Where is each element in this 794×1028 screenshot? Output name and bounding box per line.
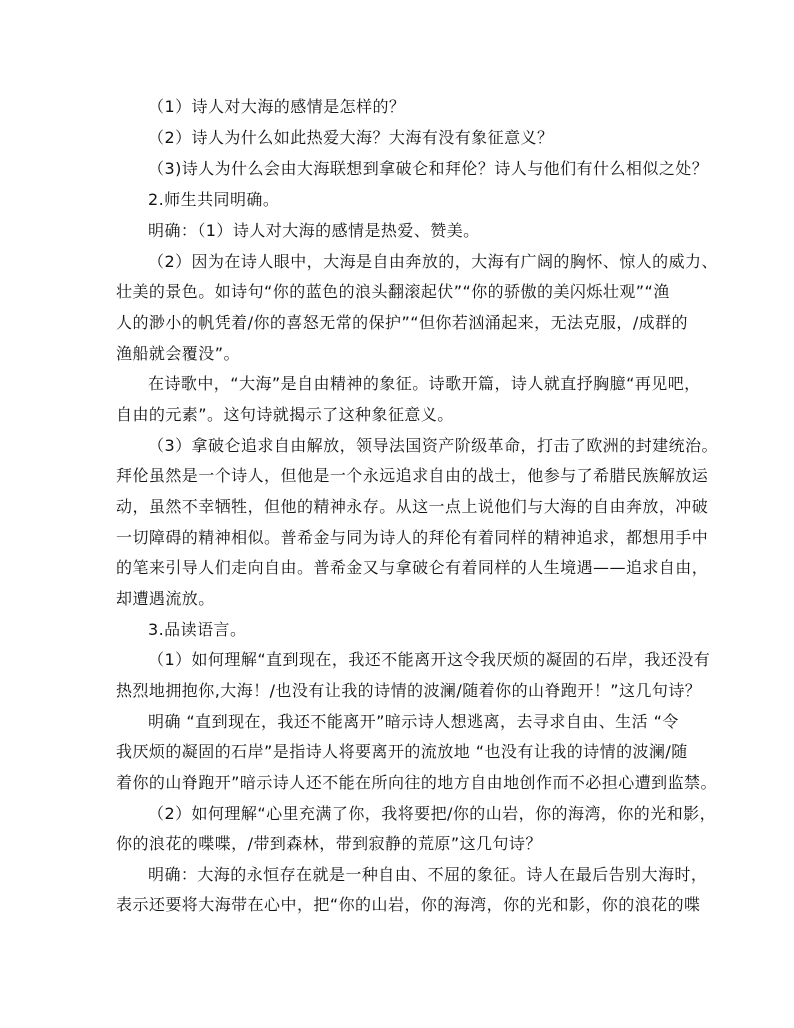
answer-3-line-2: 拜伦虽然是一个诗人，但他是一个永远追求自由的战士，他参与了希腊民族解放运 xyxy=(116,466,709,485)
step-2-heading: 2.师生共同明确。 xyxy=(148,190,280,209)
language-answer-1-line-2: 我厌烦的凝固的石岸”是指诗人将要离开的流放地 “也没有让我的诗情的波澜/随 xyxy=(116,742,688,761)
step-3-heading: 3.品读语言。 xyxy=(148,620,247,639)
symbol-paragraph-line-1: 在诗歌中，“大海”是自由精神的象征。诗歌开篇，诗人就直抒胸臆“再见吧， xyxy=(148,374,701,393)
question-2: （2）诗人为什么如此热爱大海？大海有没有象征意义？ xyxy=(148,128,554,147)
answer-3-line-1: （3）拿破仑追求自由解放，领导法国资产阶级革命，打击了欧洲的封建统治。 xyxy=(148,436,718,455)
language-answer-2-line-2: 表示还要将大海带在心中，把“你的山岩，你的海湾，你的光和影，你的浪花的喋 xyxy=(116,895,701,914)
language-question-1-line-2: 热烈地拥抱你,大海！/也没有让我的诗情的波澜/随着你的山脊跑开！”这几句诗？ xyxy=(116,681,702,700)
answer-3-line-5: 的笔来引导人们走向自由。普希金又与拿破仑有着同样的人生境遇——追求自由， xyxy=(116,558,709,577)
language-answer-1-line-3: 着你的山脊跑开”暗示诗人还不能在所向往的地方自由地创作而不必担心遭到监禁。 xyxy=(116,773,717,792)
language-question-2-line-2: 你的浪花的喋喋，/带到森林，带到寂静的荒原”这几句诗？ xyxy=(116,834,542,853)
language-question-1-line-1: （1）如何理解“直到现在，我还不能离开这令我厌烦的凝固的石岸，我还没有 xyxy=(148,650,711,669)
answer-3-line-3: 动，虽然不幸牺牲，但他的精神永存。从这一点上说他们与大海的自由奔放，冲破 xyxy=(116,497,709,516)
answer-3-line-6: 却遭遇流放。 xyxy=(116,589,215,608)
answer-1: 明确：（1）诗人对大海的感情是热爱、赞美。 xyxy=(148,221,480,240)
language-answer-2-line-1: 明确：大海的永恒存在就是一种自由、不屈的象征。诗人在最后告别大海时， xyxy=(148,865,708,884)
question-3: （3)诗人为什么会由大海联想到拿破仑和拜伦？诗人与他们有什么相似之处？ xyxy=(148,159,709,178)
answer-2-line-2: 壮美的景色。如诗句“你的蓝色的浪头翻滚起伏”“你的骄傲的美闪烁壮观”“渔 xyxy=(116,282,670,301)
answer-2-line-4: 渔船就会覆没”。 xyxy=(116,344,240,363)
language-answer-1-line-1: 明确 “直到现在，我还不能离开”暗示诗人想逃离，去寻求自由、生活 “令 xyxy=(148,712,679,731)
symbol-paragraph-line-2: 自由的元素”。这句诗就揭示了这种象征意义。 xyxy=(116,405,454,424)
answer-3-line-4: 一切障碍的精神相似。普希金与同为诗人的拜伦有着同样的精神追求，都想用手中 xyxy=(116,528,709,547)
answer-2-line-1: （2）因为在诗人眼中，大海是自由奔放的，大海有广阔的胸怀、惊人的威力、 xyxy=(148,252,718,271)
question-1: （1）诗人对大海的感情是怎样的？ xyxy=(148,97,406,116)
language-question-2-line-1: （2）如何理解“心里充满了你，我将要把/你的山岩，你的海湾，你的光和影， xyxy=(148,804,717,823)
answer-2-line-3: 人的渺小的帆凭着/你的喜怒无常的保护”“但你若汹涌起来，无法克服，/成群的 xyxy=(116,313,689,332)
